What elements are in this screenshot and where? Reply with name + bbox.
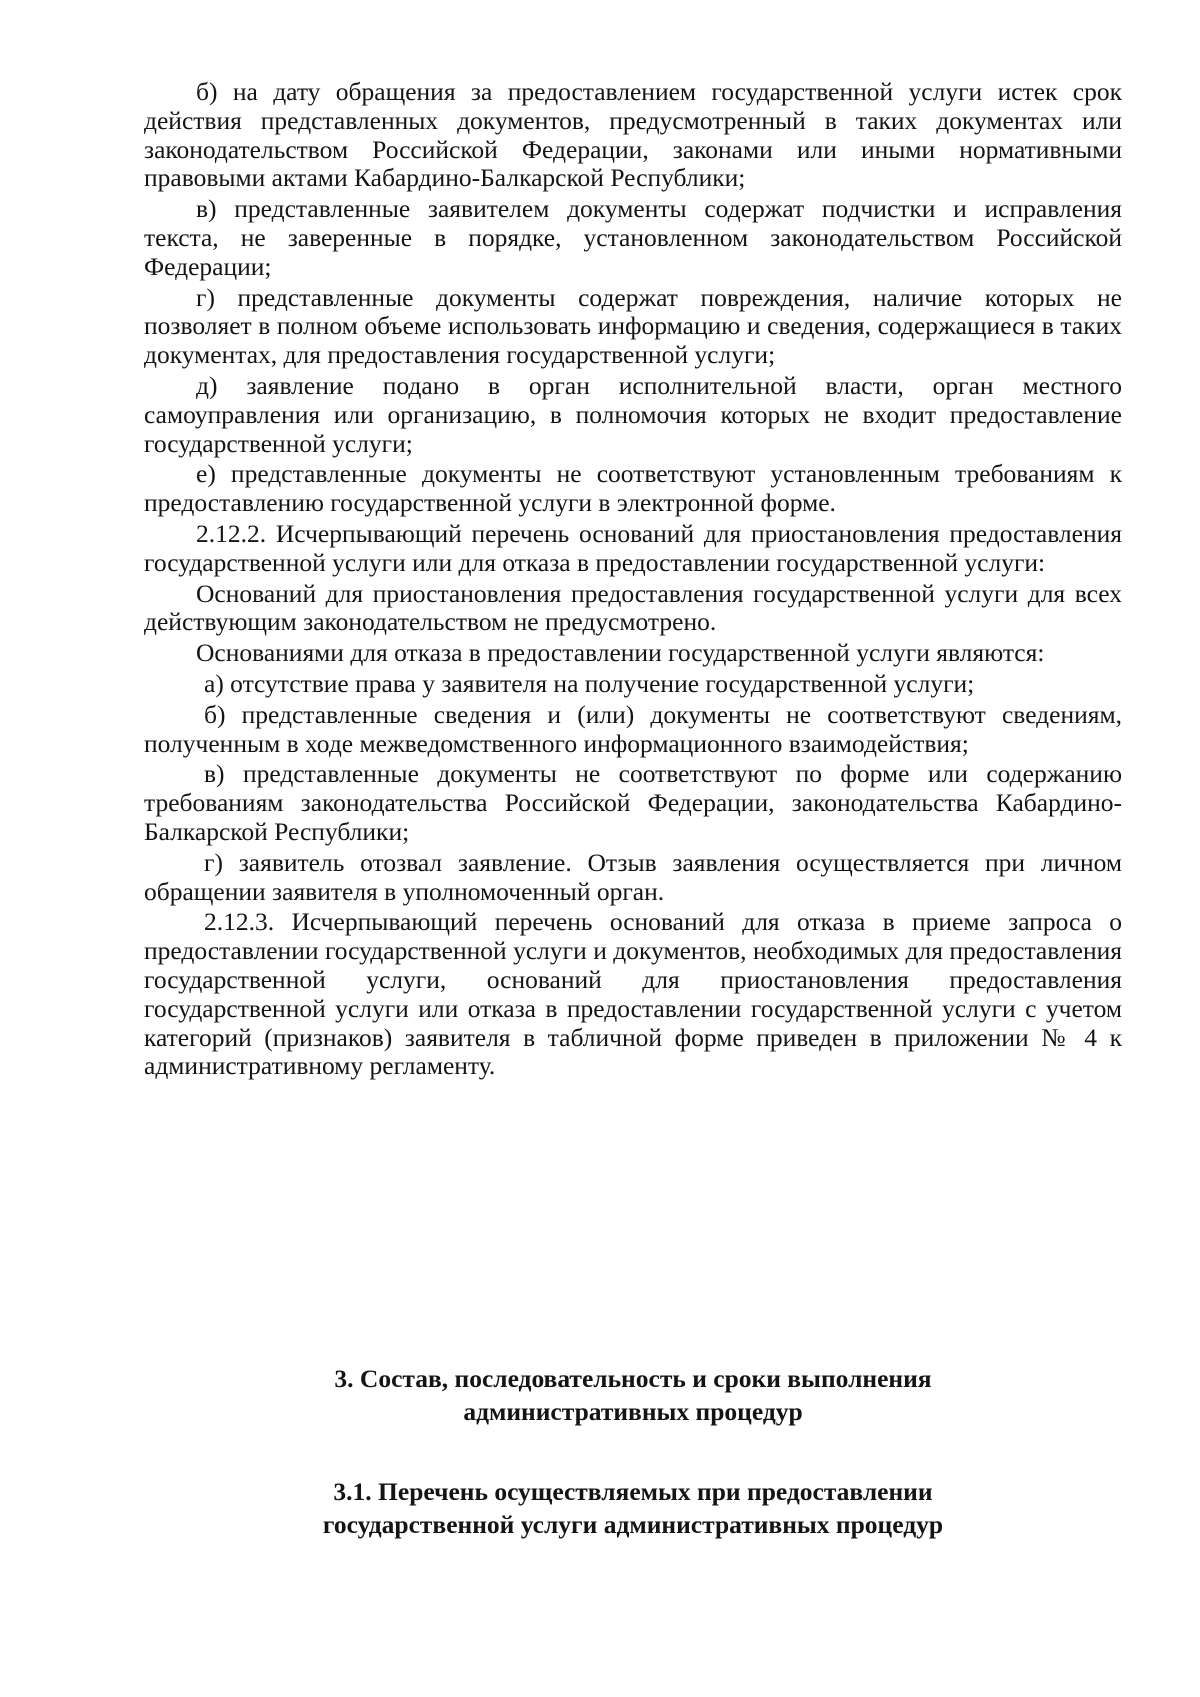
section-heading-line-1: 3. Состав, последовательность и сроки выполнения [334, 1364, 932, 1393]
paragraph-2-12-3: 2.12.3. Исчерпывающий перечень оснований для отказа в приеме запроса о предоставлении государственной услуги и документов, необходимых для предоставления государственной услуги, оснований для приостановления предоставления государственной услуги или отказа в предоставлении государственной услуги с учетом категорий (признаков) заявителя в табличной форме приведен в приложении № 4 к административному регламенту. [144, 907, 1122, 1081]
section-headings [144, 1362, 1122, 1541]
paragraph-no-suspension-grounds: Оснований для приостановления предоставления государственной услуги для всех действующим законодательством не предусмотрено. [144, 578, 1122, 637]
paragraph-item-a-no-right: а) отсутствие права у заявителя на получение государственной услуги; [204, 668, 975, 698]
paragraph-2-12-2: 2.12.2. Исчерпывающий перечень оснований для приостановления предоставления государственной услуги или для отказа в предоставлении государственной услуги: [144, 518, 1122, 577]
paragraph-item-e-electronic-form: е) представленные документы не соответствуют установленным требованиям к предоставлению государственной услуги в электронной форме. [144, 459, 1122, 518]
paragraph-item-g-withdrawal: г) заявитель отозвал заявление. Отзыв заявления осуществляется при личном обращении заявителя в уполномоченный орган. [144, 847, 1122, 906]
subsection-heading-line-1: 3.1. Перечень осуществляемых при предоставлении [333, 1477, 933, 1506]
paragraph-item-g-damaged-documents: г) представленные документы содержат повреждения, наличие которых не позволяет в полном объеме использовать информацию и сведения, содержащиеся в таких документах, для предоставления государственной услуги; [144, 282, 1122, 370]
paragraph-item-d-wrong-authority: д) заявление подано в орган исполнительной власти, орган местного самоуправления или организацию, в полномочия которых не входит предоставление государственной услуги; [144, 370, 1122, 458]
paragraph-item-b-data-mismatch: б) представленные сведения и (или) документы не соответствуют сведениям, полученным в ходе межведомственного информационного взаимодействия; [144, 699, 1122, 758]
document-body [144, 78, 1122, 1083]
paragraph-item-b-expired-documents: б) на дату обращения за предоставлением государственной услуги истек срок действия представленных документов, предусмотренный в таких документах или законодательством Российской Федерации, законами или иными нормативными правовыми актами Кабардино-Балкарской Республики; [144, 77, 1122, 193]
section-heading-line-2: административных процедур [463, 1397, 803, 1426]
paragraph-item-v-form-mismatch: в) представленные документы не соответствуют по форме или содержанию требованиям законодательства Российской Федерации, законодательства Кабардино-Балкарской Республики; [144, 759, 1122, 846]
subsection-heading-line-2: государственной услуги административных процедур [322, 1510, 944, 1539]
paragraph-refusal-grounds-intro: Основаниями для отказа в предоставлении государственной услуги являются: [196, 638, 1045, 668]
paragraph-item-v-corrections: в) представленные заявителем документы содержат подчистки и исправления текста, не заверенные в порядке, установленном законодательством Российской Федерации; [144, 194, 1122, 281]
